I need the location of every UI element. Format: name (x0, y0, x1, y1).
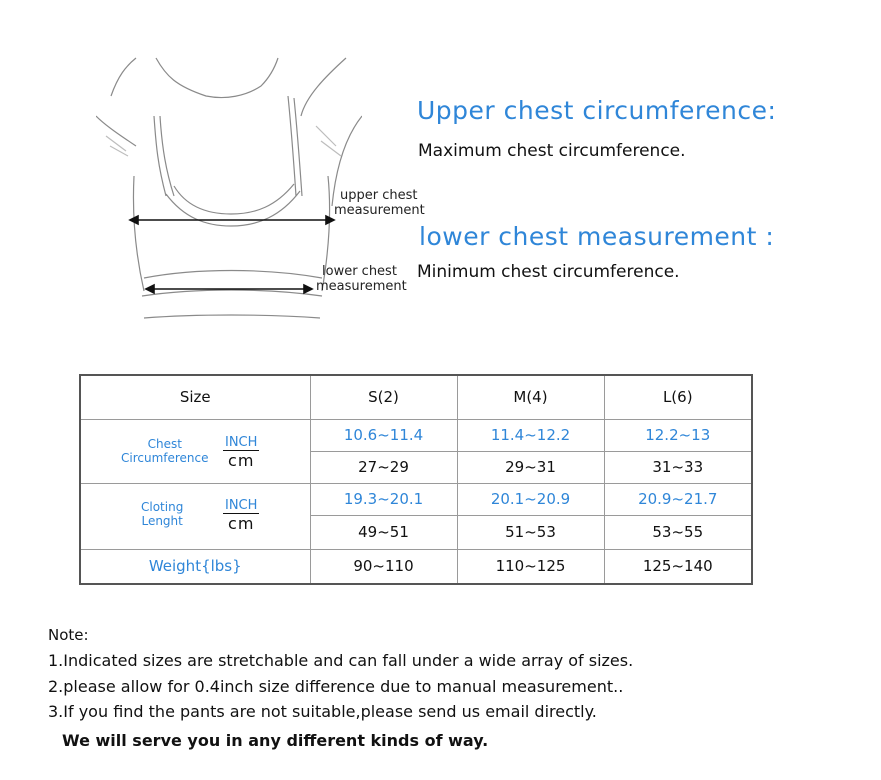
upper-chest-title: Upper chest circumference: (417, 96, 777, 125)
table-header-row (80, 375, 752, 419)
note-item-2: 2.please allow for 0.4inch size difference due to manual measurement.. (48, 676, 624, 696)
upper-chest-label-line1: upper chest (340, 188, 418, 203)
lower-chest-description: Minimum chest circumference. (417, 262, 680, 282)
chest-unit-cm: cm (228, 450, 255, 470)
size-col-m: M(4) (457, 375, 604, 419)
length-inch-l: 20.9~21.7 (604, 483, 752, 515)
size-col-l: L(6) (604, 375, 752, 419)
upper-chest-description: Maximum chest circumference. (418, 141, 686, 161)
weight-label: Weight{lbs} (80, 549, 310, 584)
upper-chest-label-line2: measurement (334, 203, 425, 218)
chest-inch-s: 10.6~11.4 (310, 419, 457, 451)
chest-cm-l: 31~33 (604, 451, 752, 483)
length-cm-s: 49~51 (310, 515, 457, 549)
length-label-cell (80, 483, 310, 549)
chest-label-line1: Chest (147, 436, 182, 451)
weight-s: 90~110 (310, 549, 457, 584)
chest-label-line2: Circumference (121, 450, 209, 465)
weight-row (80, 549, 752, 584)
length-label-line2: Lenght (141, 513, 183, 528)
lower-chest-label (316, 264, 407, 294)
chest-cm-s: 27~29 (310, 451, 457, 483)
chest-label (121, 437, 209, 465)
chest-label-cell (80, 419, 310, 483)
chest-unit (223, 435, 259, 470)
closing-statement: We will serve you in any different kinds of way. (62, 731, 489, 750)
weight-m: 110~125 (457, 549, 604, 584)
length-cm-l: 53~55 (604, 515, 752, 549)
size-col-s: S(2) (310, 375, 457, 419)
length-inch-row (80, 483, 752, 515)
upper-chest-label (334, 188, 425, 218)
chest-inch-row (80, 419, 752, 451)
length-label (141, 500, 183, 528)
length-inch-s: 19.3~20.1 (310, 483, 457, 515)
note-item-1: 1.Indicated sizes are stretchable and can fall under a wide array of sizes. (48, 651, 634, 670)
length-unit (223, 498, 259, 533)
lower-chest-label-line2: measurement (316, 279, 407, 294)
note-item-3: 3.If you find the pants are not suitable,please send us email directly. (48, 702, 597, 721)
chest-unit-inch: INCH (225, 434, 258, 450)
weight-l: 125~140 (604, 549, 752, 584)
chest-inch-l: 12.2~13 (604, 419, 752, 451)
chest-inch-m: 11.4~12.2 (457, 419, 604, 451)
length-unit-inch: INCH (225, 497, 258, 513)
chest-cm-m: 29~31 (457, 451, 604, 483)
notes-title: Note: (48, 626, 89, 644)
length-label-line1: Cloting (141, 499, 184, 514)
size-chart-table (79, 374, 751, 583)
length-cm-m: 51~53 (457, 515, 604, 549)
size-header: Size (80, 375, 310, 419)
length-inch-m: 20.1~20.9 (457, 483, 604, 515)
lower-chest-title: lower chest measurement : (419, 222, 775, 251)
lower-chest-label-line1: lower chest (322, 264, 397, 279)
length-unit-cm: cm (228, 513, 255, 533)
notes-section (48, 626, 633, 725)
